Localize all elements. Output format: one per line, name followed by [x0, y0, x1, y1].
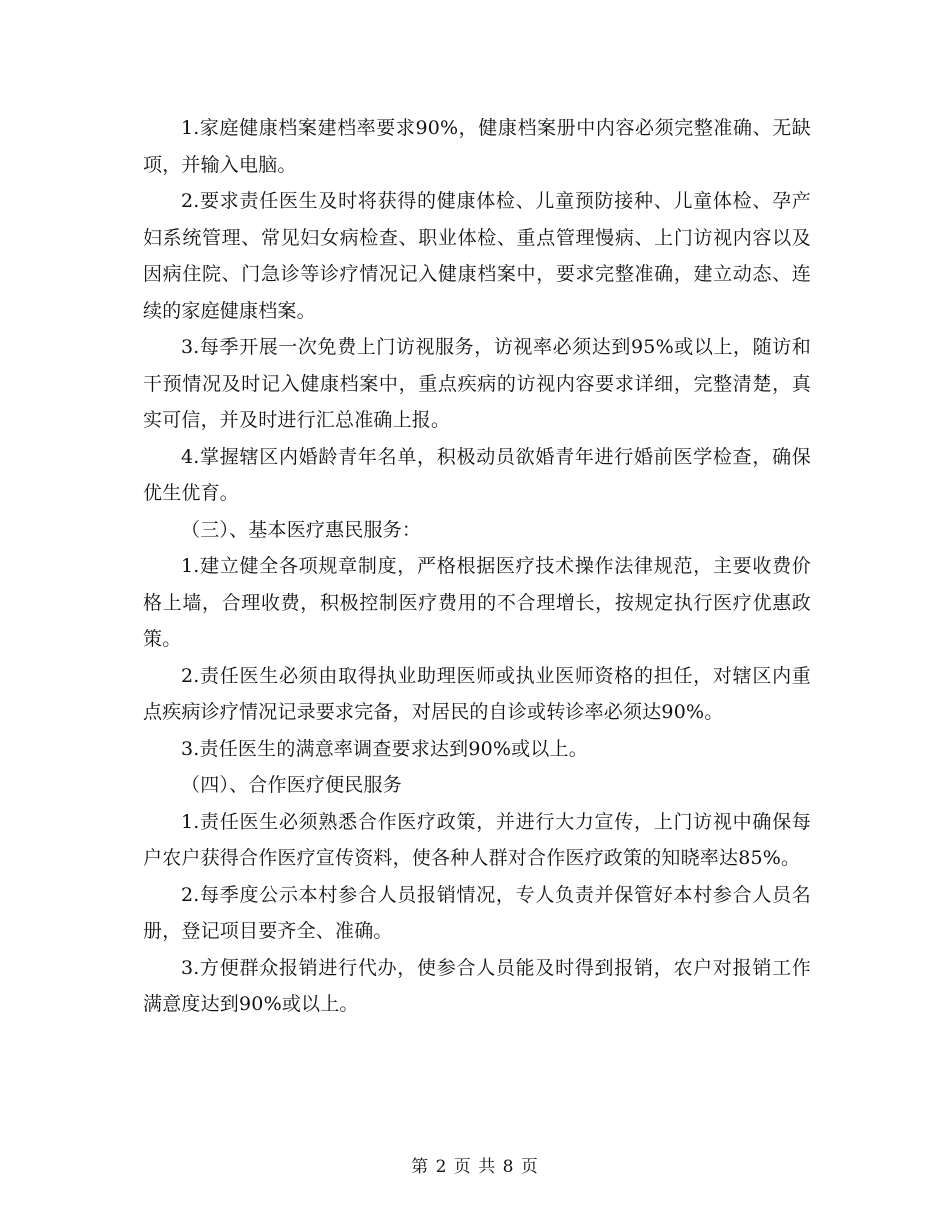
paragraph-2: 2.要求责任医生及时将获得的健康体检、儿童预防接种、儿童体检、孕产妇系统管理、常见妇女病检查、职业体检、重点管理慢病、上门访视内容以及因病住院、门急诊等诊疗情况记入健康档案中，要求完整准确，建立动态、连续的家庭健康档案。	[143, 190, 811, 322]
section-heading-4: （四）、合作医疗便民服务	[181, 774, 402, 796]
paragraph-3: 3.每季开展一次免费上门访视服务，访视率必须达到95%或以上，随访和干预情况及时记入健康档案中，重点疾病的访视内容要求详细，完整清楚，真实可信，并及时进行汇总准确上报。	[143, 336, 811, 431]
paragraph-1: 1.家庭健康档案建档率要求90%，健康档案册中内容必须完整准确、无缺项，并输入电脑。	[143, 117, 811, 176]
paragraph-9: 2.每季度公示本村参合人员报销情况，专人负责并保管好本村参合人员名册，登记项目要齐全、准确。	[143, 883, 811, 942]
paragraph-6: 2.责任医生必须由取得执业助理医师或执业医师资格的担任，对辖区内重点疾病诊疗情况记录要求完备，对居民的自诊或转诊率必须达90%。	[143, 664, 811, 723]
document-body	[143, 110, 811, 1023]
paragraph-4: 4.掌握辖区内婚龄青年名单，积极动员欲婚青年进行婚前医学检查，确保优生优育。	[143, 445, 811, 504]
section-heading-3: （三）、基本医疗惠民服务：	[181, 518, 422, 541]
paragraph-10: 3.方便群众报销进行代办，使参合人员能及时得到报销，农户对报销工作满意度达到90%或以上。	[143, 956, 811, 1015]
paragraph-8: 1.责任医生必须熟悉合作医疗政策，并进行大力宣传，上门访视中确保每户农户获得合作医疗宣传资料，使各种人群对合作医疗政策的知晓率达85%。	[143, 810, 811, 869]
page-number-footer: 第 2 页 共 8 页	[411, 1157, 539, 1177]
paragraph-7: 3.责任医生的满意率调查要求达到90%或以上。	[181, 737, 588, 760]
paragraph-5: 1.建立健全各项规章制度，严格根据医疗技术操作法律规范，主要收费价格上墙，合理收费，积极控制医疗费用的不合理增长，按规定执行医疗优惠政策。	[143, 555, 811, 650]
